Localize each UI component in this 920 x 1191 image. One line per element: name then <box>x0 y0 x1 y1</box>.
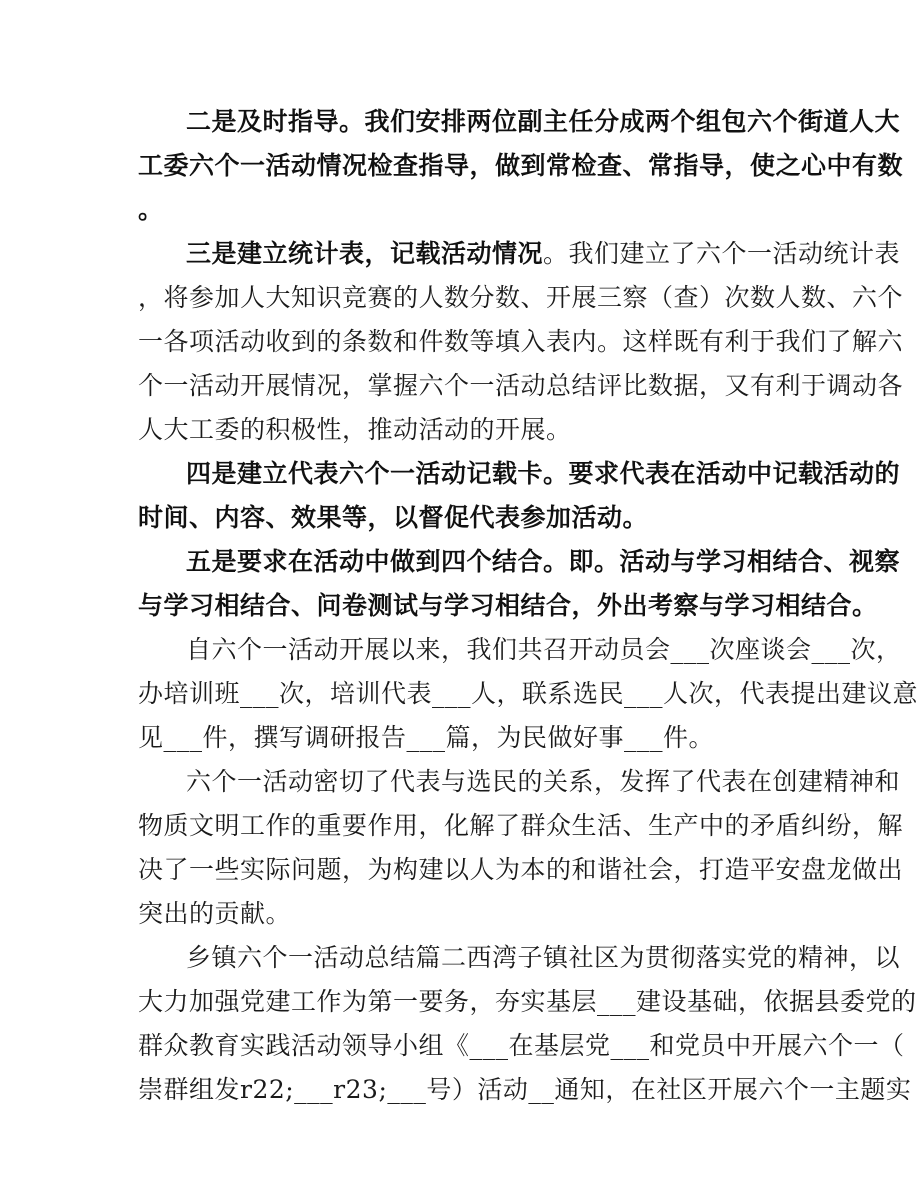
heading-phrase: 三是建立统计表，记载活动情况 <box>186 239 544 268</box>
paragraph-line-11: 五是要求在活动中做到四个结合。即。活动与学习相结合、视察 <box>186 547 901 576</box>
paragraph-line-21: 大力加强党建工作为第一要务，夯实基层___建设基础，依据县委党的 <box>138 987 917 1016</box>
paragraph-line-22: 群众教育实践活动领导小组《___在基层党___和党员中开展六个一（ <box>138 1031 905 1060</box>
paragraph-line-17: 物质文明工作的重要作用，化解了群众生活、生产中的矛盾纠纷，解 <box>138 811 904 840</box>
paragraph-line-14: 办培训班___次，培训代表___人，联系选民___人次，代表提出建议意 <box>138 679 919 708</box>
paragraph-line-1: 二是及时指导。我们安排两位副主任分成两个组包六个街道人大 <box>186 107 901 136</box>
paragraph-line-15: 见___件，撰写调研报告___篇，为民做好事___件。 <box>138 723 715 752</box>
paragraph-line-9: 四是建立代表六个一活动记载卡。要求代表在活动中记载活动的 <box>186 459 901 488</box>
paragraph-text: 。我们建立了六个一活动统计表 <box>543 239 901 268</box>
paragraph-line-5: ，将参加人大知识竞赛的人数分数、开展三察（查）次数人数、六个 <box>138 283 904 312</box>
paragraph-line-7: 个一活动开展情况，掌握六个一活动总结评比数据，又有利于调动各 <box>138 371 904 400</box>
paragraph-line-3: 。 <box>138 195 164 224</box>
paragraph-line-12: 与学习相结合、问卷测试与学习相结合，外出考察与学习相结合。 <box>138 591 878 620</box>
paragraph-line-13: 自六个一活动开展以来，我们共召开动员会___次座谈会___次， <box>186 635 902 664</box>
paragraph-line-4 <box>186 238 900 270</box>
paragraph-line-23: 崇群组发r22;___r23;___号）活动__通知，在社区开展六个一主题实 <box>138 1075 912 1104</box>
paragraph-line-18: 决了一些实际问题，为构建以人为本的和谐社会，打造平安盘龙做出 <box>138 855 904 884</box>
paragraph-line-2: 工委六个一活动情况检查指导，做到常检查、常指导，使之心中有数 <box>138 151 904 180</box>
paragraph-line-19: 突出的贡献。 <box>138 899 292 928</box>
paragraph-line-6: 一各项活动收到的条数和件数等填入表内。这样既有利于我们了解六 <box>138 327 904 356</box>
paragraph-line-20: 乡镇六个一活动总结篇二西湾子镇社区为贯彻落实党的精神，以 <box>186 943 901 972</box>
paragraph-line-10: 时间、内容、效果等，以督促代表参加活动。 <box>138 503 649 532</box>
paragraph-line-8: 人大工委的积极性，推动活动的开展。 <box>138 415 572 444</box>
paragraph-line-16: 六个一活动密切了代表与选民的关系，发挥了代表在创建精神和 <box>186 767 901 796</box>
